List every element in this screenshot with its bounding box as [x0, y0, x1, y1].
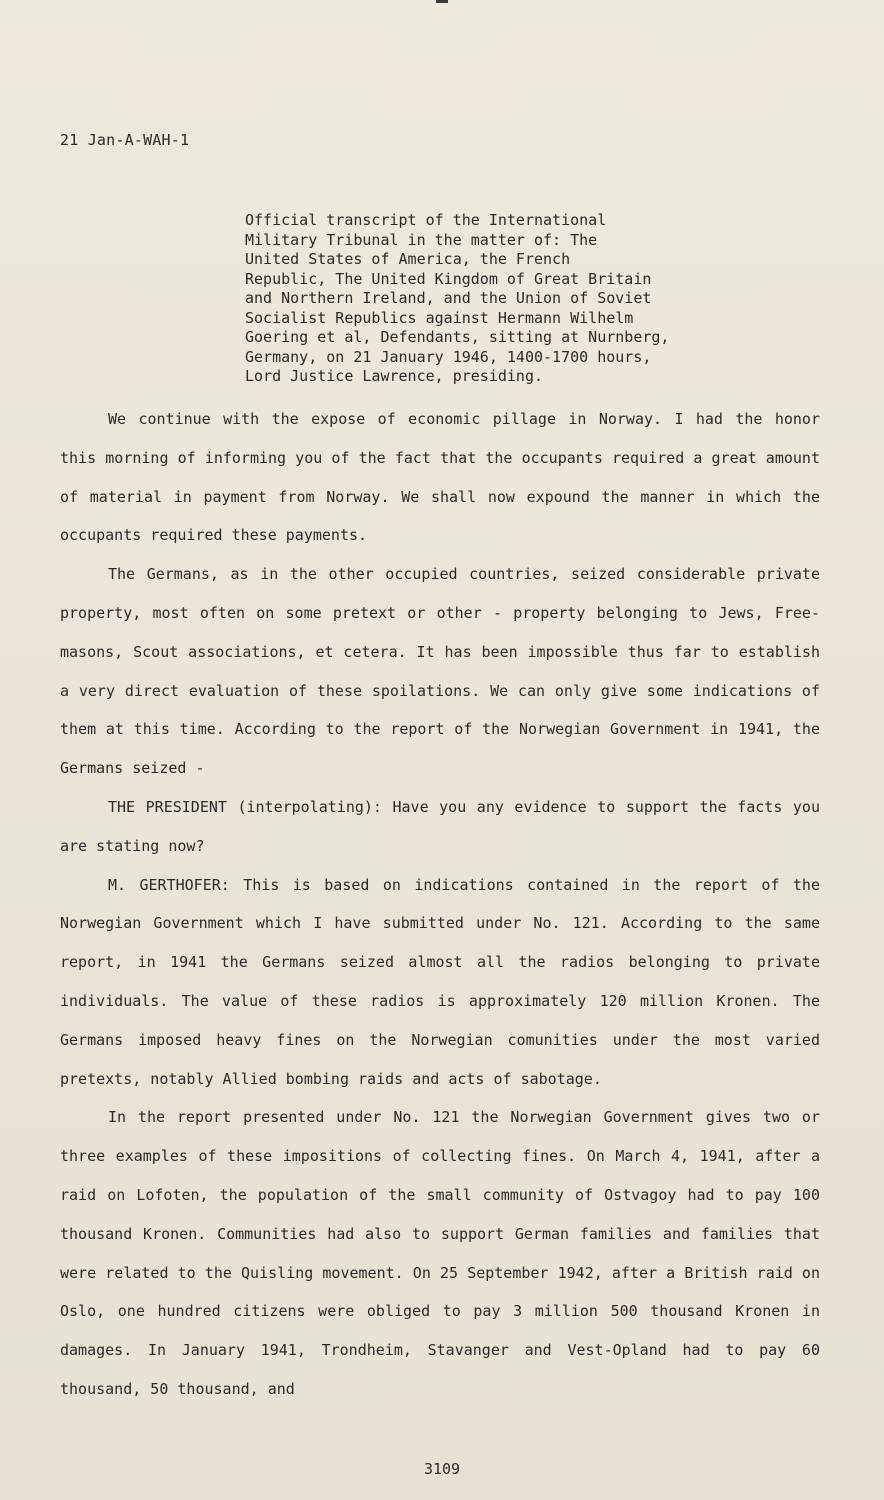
transcript-body: [60, 400, 820, 1409]
page-number: 3109: [423, 1460, 461, 1478]
document-id: 21 Jan-A-WAH-1: [60, 131, 190, 149]
paragraph-gerthofer-answer: M. GERTHOFER: This is based on indications contained in the report of the Norwegian Government which I have submitted under No. 121. According to the same report, in 1941 the Germans seized almost all the radios belonging to private individuals. The value of these radios is approximately 120 million Kronen. The Germans imposed heavy fines on the Norwegian comunities under the most varied pretexts, notably Allied bombing raids and acts of sabotage.: [60, 875, 820, 1088]
top-edge-mark: [436, 0, 448, 3]
transcript-caption: Official transcript of the International Military Tribunal in the matter of: The United States of America, the French Republic, The United Kingdom of Great Britain and Northern Ireland, and the Union of Soviet Socialist Republics against Hermann Wilhelm Goering et al, Defendants, sitting at Nurnberg, Germany, on 21 January 1946, 1400-1700 hours, Lord Justice Lawrence, presiding.: [245, 211, 670, 385]
paragraph-fines-examples: In the report presented under No. 121 the Norwegian Government gives two or three examples of these impositions of collecting fines. On March 4, 1941, after a raid on Lofoten, the population of the small community of Ostvagoy had to pay 100 thousand Kronen. Communities had also to support German families and families that were related to the Quisling movement. On 25 September 1942, after a British raid on Oslo, one hundred citizens were obliged to pay 3 million 500 thousand Kronen in damages. In January 1941, Trondheim, Stavanger and Vest-Opland had to pay 60 thousand, 50 thousand, and: [60, 1108, 820, 1398]
paragraph-seizures: The Germans, as in the other occupied countries, seized considerable private property, most often on some pretext or other - property belonging to Jews, Free-masons, Scout associations, et cetera. It has been impossible thus far to establish a very direct evaluation of these spoilations. We can only give some indications of them at this time. According to the report of the Norwegian Government in 1941, the Germans seized -: [60, 565, 820, 778]
paragraph-intro: We continue with the expose of economic pillage in Norway. I had the honor this morning of informing you of the fact that the occupants required a great amount of material in payment from Norway. We shall now expound the manner in which the occupants required these payments.: [60, 410, 820, 545]
paragraph-president-question: THE PRESIDENT (interpolating): Have you any evidence to support the facts you are stating now?: [60, 797, 820, 855]
